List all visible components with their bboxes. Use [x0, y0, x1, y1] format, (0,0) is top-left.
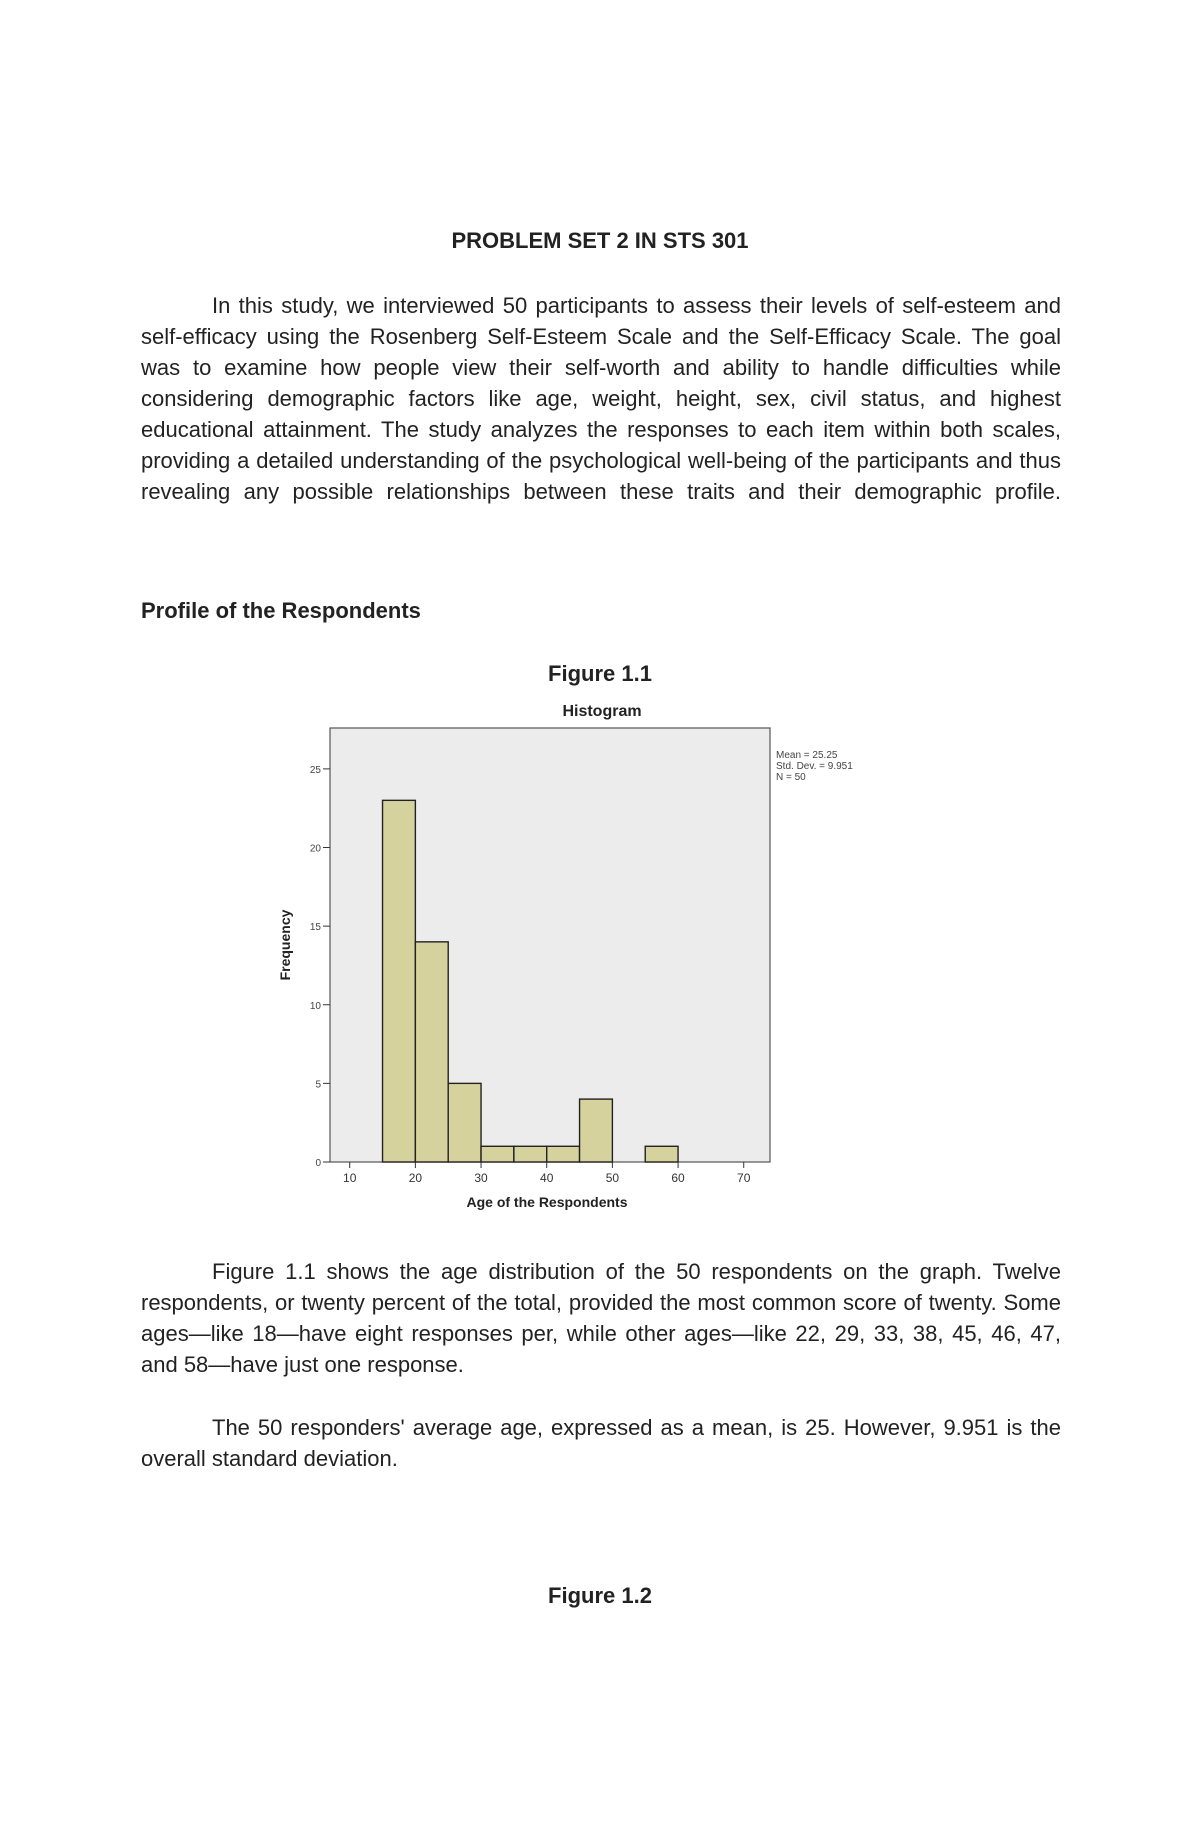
- chart-title: Histogram: [562, 703, 642, 720]
- y-tick-label-20: 20: [309, 843, 321, 855]
- histogram-bar-25-30: [448, 1083, 481, 1162]
- section-heading: Profile of the Respondents: [141, 598, 421, 623]
- stats-line-2: N = 50: [776, 772, 806, 783]
- page-title: PROBLEM SET 2 IN STS 301: [451, 228, 749, 253]
- age-histogram: [270, 695, 870, 1225]
- x-axis-label: Age of the Respondents: [466, 1194, 628, 1210]
- intro-paragraph: In this study, we interviewed 50 participants to assess their levels of self-esteem and self-efficacy using the Rosenberg Self-Esteem Scale and the Self-Efficacy Scale. The goal was to examine how people view their self-worth and ability to handle difficulties while considering demographic factors like age, weight, height, sex, civil status, and highest educational attainment. The study analyzes the responses to each item within both scales, providing a detailed understanding of the psychological well-being of the participants and thus revealing any possible relationships between these traits and their demographic profile.: [141, 293, 1061, 504]
- figure-1-2-caption: Figure 1.2: [548, 1583, 652, 1608]
- x-axis: [343, 1162, 751, 1185]
- y-tick-label-10: 10: [309, 1000, 321, 1012]
- histogram-bar-55-60: [645, 1146, 678, 1162]
- stats-line-0: Mean = 25.25: [776, 750, 838, 761]
- y-axis: [310, 765, 330, 1169]
- y-tick-label-15: 15: [309, 922, 321, 934]
- histogram-bar-30-35: [481, 1146, 514, 1162]
- figure-1-1-description: Figure 1.1 shows the age distribution of the 50 respondents on the graph. Twelve respondents, or twenty percent of the total, provided the most common score of twenty. Some ages—like 18—have eight responses per, while other ages—like 22, 29, 33, 38, 45, 46, 47, and 58—have just one response.: [141, 1259, 1061, 1377]
- histogram-bar-35-40: [514, 1146, 547, 1162]
- x-tick-label-40: 40: [540, 1171, 554, 1185]
- y-tick-label-5: 5: [315, 1079, 321, 1091]
- x-tick-label-30: 30: [474, 1171, 488, 1185]
- stats-line-1: Std. Dev. = 9.951: [776, 761, 853, 772]
- x-tick-label-60: 60: [671, 1171, 685, 1185]
- x-tick-label-10: 10: [343, 1171, 357, 1185]
- figure-1-1-caption: Figure 1.1: [548, 661, 652, 686]
- mean-description: The 50 responders' average age, expressed as a mean, is 25. However, 9.951 is the overall standard deviation.: [141, 1415, 1061, 1471]
- histogram-bar-20-25: [415, 942, 448, 1162]
- histogram-bar-45-50: [580, 1099, 613, 1162]
- x-tick-label-20: 20: [408, 1171, 423, 1185]
- stats-legend: [776, 750, 853, 783]
- x-tick-label-70: 70: [737, 1171, 751, 1185]
- histogram-bar-40-45: [547, 1146, 580, 1162]
- y-tick-label-25: 25: [309, 764, 321, 776]
- y-axis-label: Frequency: [277, 909, 293, 981]
- x-tick-label-50: 50: [605, 1171, 620, 1185]
- histogram-bar-15-20: [383, 800, 416, 1162]
- y-tick-label-0: 0: [315, 1158, 321, 1169]
